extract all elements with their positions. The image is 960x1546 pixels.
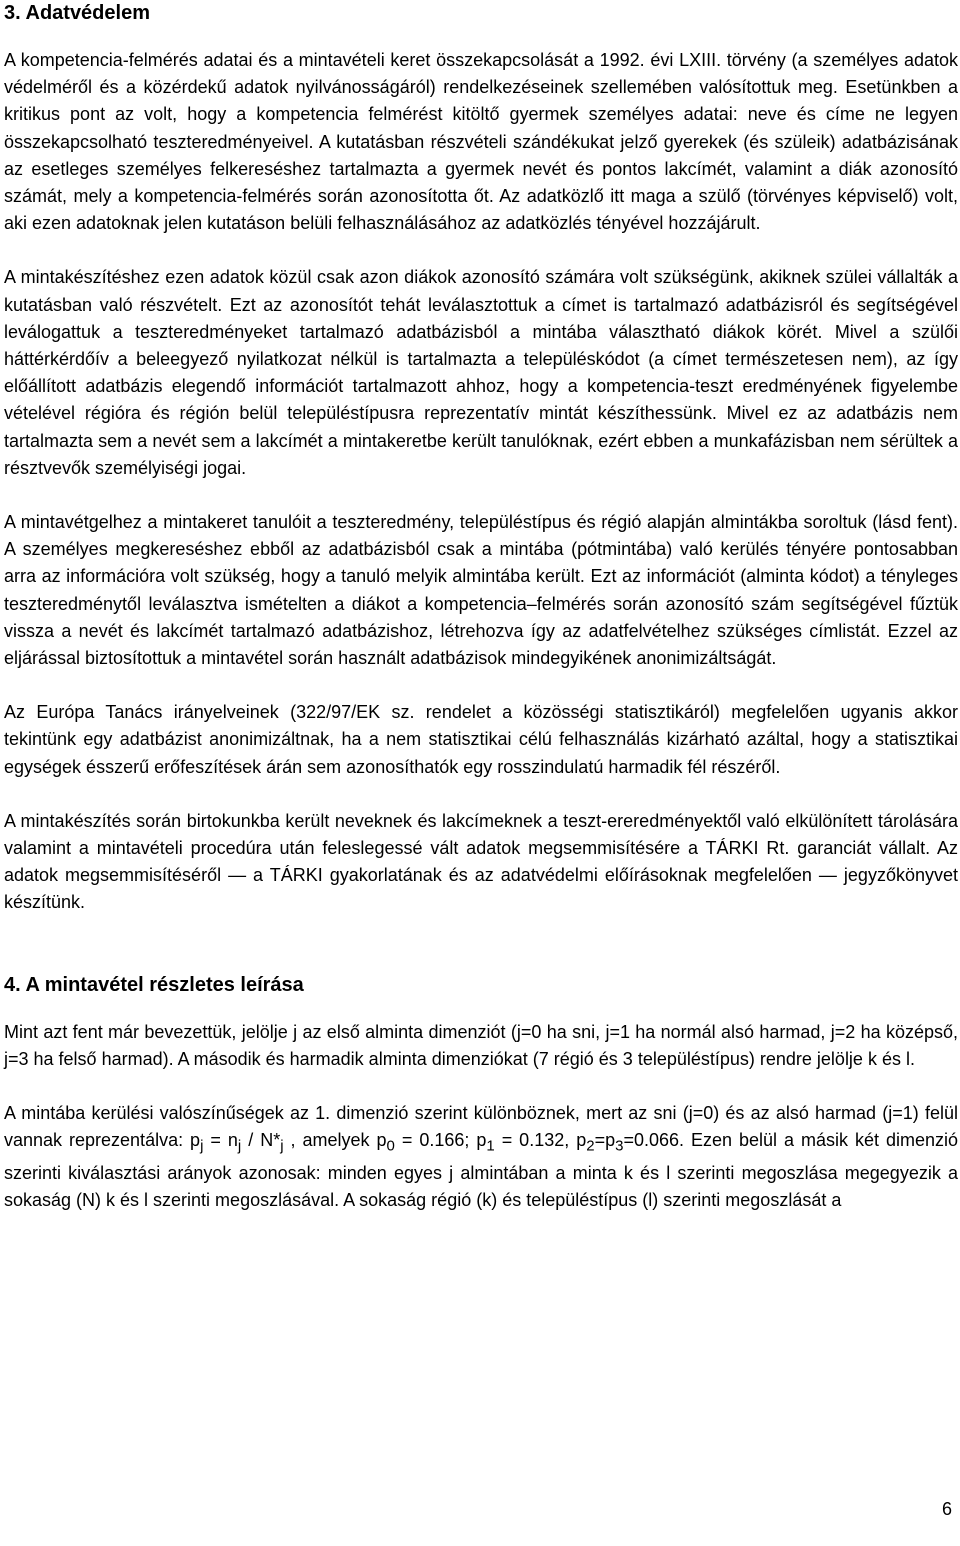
paragraph-sample-identifier: A mintakészítéshez ezen adatok közül csak azon diákok azonosító számára volt szükségünk, akiknek szülei vállalták a kutatásban való részvételt. Ezt az azonosítót tehát leválasztottuk a címet is tartalmazó adatbázisról és segítségével leválogattuk a teszteredményeket tartalmazó adatbázisból a mintába választható diákok körét. Mivel a szülői háttérkérdőív a beleegyező nyilatkozat nélkül is tartalmazta a településkódot (a címet természetesen nem), az így előállított adatbázis elegendő információt tartalmazott ahhoz, hogy a kompetencia-teszt eredményének figyelembe vételével régióra és régión belül településtípusra reprezentatív mintát készíthessünk. Mivel ez az adatbázis nem tartalmazta sem a nevét sem a lakcímét a mintakeretbe került tanulóknak, ezért ebben a munkafázisban nem sérültek a résztvevők személyiségi jogai.: [4, 267, 958, 478]
paragraph-selection-probabilities: A mintába kerülési valószínűségek az 1. dimenzió szerint különböznek, mert az sni (j=0) és az alsó harmad (j=1) felül vannak reprezentálva: $p_j = n_j / N*_j$ , amelyek $p_0 = 0.166$; $p_1 = 0.132$, $p_2=p_3=0.066$. Ezen belül a másik két dimenzió szerinti kiválasztási arányok azonosak: minden egyes j almintában a minta k és l szerinti megoszlása megegyezik a sokaság (N) k és l szerinti megoszlásával. A sokaság régió (k) és településtípus (l) szerinti megoszlását a: [4, 1103, 958, 1211]
spacer: [4, 998, 958, 1019]
spacer: [4, 237, 958, 264]
spacer: [4, 917, 958, 972]
paragraph-tarki-guarantee: A mintakészítés során birtokunkba került neveknek és lakcímeknek a teszt-ereredményektől való elkülönített tárolására valamint a mintavételi procedúra után feleslegessé vált adatok megsemmisítésére a TÁRKI Rt. garanciát vállalt. Az adatok megsemmisítéséről — a TÁRKI gyakorlatának és az adatvédelmi előírásoknak megfelelően — jegyzőkönyvet készítünk.: [4, 810, 958, 913]
paragraph-subsample-coding: A mintavétgelhez a mintakeret tanulóit a teszteredmény, településtípus és régió alapján almintákba soroltuk (lásd fent). A személyes megkereséshez ebből az adatbázisból csak a mintába (pótmintába) való kerülés tényére pontosabban arra az információra volt szükség, hogy a tanuló melyik almintába került. Ezt az információt (alminta kódot) a tényleges teszteredménytől leválasztva ismételten a diákot a kompetencia–felmérés során azonosító szám segítségével fűztük vissza a nevét és lakcímét tartalmazó adatbázishoz, létrehozva így az adatfelvételhez szükséges címlistát. Ezzel az eljárással biztosítottuk a mintavétel során használt adatbázisok mindegyikének anonimizáltságát.: [4, 512, 958, 669]
document-page: [4, 0, 958, 1215]
paragraph-subsample-dimensions: Mint azt fent már bevezettük, jelölje j az első alminta dimenziót (j=0 ha sni, j=1 ha normál alsó harmad, j=2 ha középső, j=3 ha felső harmad). A második és harmadik alminta dimenziókat (7 régió és 3 településtípus) rendre jelölje k és l.: [4, 1021, 958, 1069]
section-heading-sampling-description: 4. A mintavétel részletes leírása: [4, 973, 304, 996]
paragraph-eu-directive: Az Európa Tanács irányelveinek (322/97/EK sz. rendelet a közösségi statisztikáról) megfelelően ugyanis akkor tekintünk egy adatbázist anonimizáltnak, ha a nem statisztikai célú felhasználás kizárható azáltal, hogy a statisztikai egységek ésszerű erőfeszítések árán sem azonosíthatók egy rosszindulatú harmadik fél részéről.: [4, 702, 958, 777]
spacer: [4, 672, 958, 699]
spacer: [4, 1073, 958, 1100]
spacer: [4, 482, 958, 509]
page-number: 6: [941, 1499, 952, 1519]
spacer: [4, 781, 958, 808]
paragraph-data-protection-law: A kompetencia-felmérés adatai és a mintavételi keret összekapcsolását a 1992. évi LXIII. törvény (a személyes adatok védelméről és a közérdekű adatok nyilvánosságáról) rendelkezéseinek szellemében valósítottuk meg. Esetünkben a kritikus pont az volt, hogy a kompetencia felmérést kitöltő gyermek személyes adatai: neve és címe ne legyen összekapcsolható teszteredményeivel. A kutatásban részvételi szándékukat jelző gyerekek (és szüleik) adatbázisának az esetleges személyes felkereséshez tartalmazta a gyermek nevét és pontos lakcímét, valamint a diák azonosító számát, mely a kompetencia-felmérés során azonosította őt. Az adatközlő itt maga a szülő (törvényes képviselő) volt, aki ezen adatoknak jelen kutatáson belüli felhasználásához az adatközlés tényével hozzájárult.: [4, 50, 958, 234]
spacer: [4, 26, 958, 47]
section-heading-adatvedelem: 3. Adatvédelem: [4, 2, 150, 24]
